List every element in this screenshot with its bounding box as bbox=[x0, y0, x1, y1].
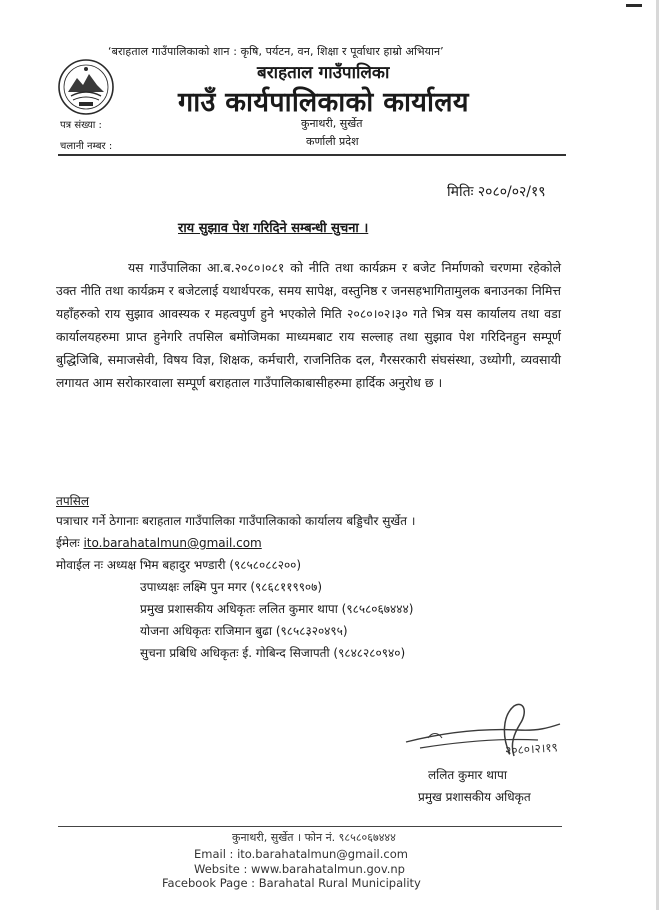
mobile-label: मोवाईल नः bbox=[56, 558, 103, 572]
slogan: ‘बराहताल गाउँपालिकाको शान : कृषि, पर्यटन, वन, शिक्षा र पूर्वाधार हाम्रो अभियान’ bbox=[108, 45, 444, 58]
details-heading: तपसिल bbox=[56, 494, 90, 508]
office-name: बराहताल गाउँपालिका bbox=[257, 63, 390, 83]
footer-email: Email : ito.barahatalmun@gmail.com bbox=[194, 847, 408, 861]
footer-address-phone: कुनाथरी, सुर्खेत । फोन नं. ९८५८०६७४४४ bbox=[232, 831, 396, 844]
email-label: ईमेलः bbox=[56, 536, 80, 550]
contact-it-officer: सुचना प्रबिधि अधिकृतः ई. गोबिन्द सिजापती (९८४८२८०९४०) bbox=[140, 646, 406, 660]
signature-date: २०८०।२।१९ bbox=[504, 740, 559, 758]
nepal-emblem-icon bbox=[57, 58, 115, 116]
letter-date: मितिः २०८०/०२/१९ bbox=[447, 184, 546, 200]
header-divider bbox=[58, 154, 566, 156]
footer-divider bbox=[58, 826, 562, 827]
footer-website: Website : www.barahatalmun.gov.np bbox=[194, 862, 405, 876]
letter-subject: राय सुझाव पेश गरिदिने सम्बन्धी सुचना । bbox=[178, 221, 369, 236]
contact-planning-officer: योजना अधिकृतः राजिमान बुढा (९८५८३२०४९५) bbox=[140, 624, 348, 638]
signatory-name: ललित कुमार थापा bbox=[428, 768, 507, 782]
contact-chief-administrative-officer: प्रमुख प्रशासकीय अधिकृतः ललित कुमार थापा (९८५८०६७४४४) bbox=[140, 602, 414, 616]
scan-mark bbox=[626, 4, 642, 7]
contact-chairperson: अध्यक्ष भिम बहादुर भण्डारी (९८५८०८८२००) bbox=[106, 558, 302, 572]
page-edge-shadow bbox=[656, 0, 659, 910]
office-address: कुनाथरी, सुर्खेत bbox=[301, 117, 363, 130]
footer-facebook: Facebook Page : Barahatal Rural Municipality bbox=[162, 876, 421, 890]
correspondence-address: पत्राचार गर्ने ठेगानाः बराहताल गाउँपालिका गाउँपालिकाको कार्यालय बड्डिचौर सुर्खेत । bbox=[56, 514, 416, 528]
reference-number-label: पत्र संख्या : bbox=[60, 120, 102, 131]
email-line bbox=[56, 534, 262, 551]
mobile-line bbox=[56, 556, 301, 573]
office-province: कर्णाली प्रदेश bbox=[306, 135, 359, 148]
office-title: गाउँ कार्यपालिकाको कार्यालय bbox=[178, 87, 469, 118]
signatory-title: प्रमुख प्रशासकीय अधिकृत bbox=[418, 790, 531, 804]
email-link[interactable]: ito.barahatalmun@gmail.com bbox=[83, 536, 262, 550]
contact-vice-chairperson: उपाध्यक्षः लक्ष्मि पुन मगर (९८६८११९९०७) bbox=[140, 580, 323, 594]
dispatch-number-label: चलानी नम्बर : bbox=[60, 141, 113, 152]
letter-body: यस गाउँपालिका आ.ब.२०८०।०८१ को नीति तथा कार्यक्रम र बजेट निर्माणको चरणमा रहेकोले उक्त नीति तथा कार्यक्रम र बजेटलाई यथार्थपरक, समय सापेक्ष, वस्तुनिष्ठ र जनसहभागितामुलक बनाउनका निमित्त यहाँहरुको राय सुझाव आवस्यक र महत्वपुर्ण हुने भएकोले मिति २०८०।०२।३० गते भित्र यस कार्यालय तथा वडा कार्यालयहरुमा प्राप्त हुनेगरि तपसिल बमोजिमका माध्यमबाट राय सल्लाह तथा सुझाव पेश गरिदिनहुन सम्पूर्ण बुद्धिजिबि, समाजसेवी, विषय विज्ञ, शिक्षक, कर्मचारी, राजनितिक दल, गैरसरकारी संघसंस्था, उध्योगी, व्यवसायी लगायत आम सरोकारवाला सम्पूर्ण बराहताल गाउँपालिकाबासीहरुमा हार्दिक अनुरोध छ । bbox=[56, 260, 561, 390]
